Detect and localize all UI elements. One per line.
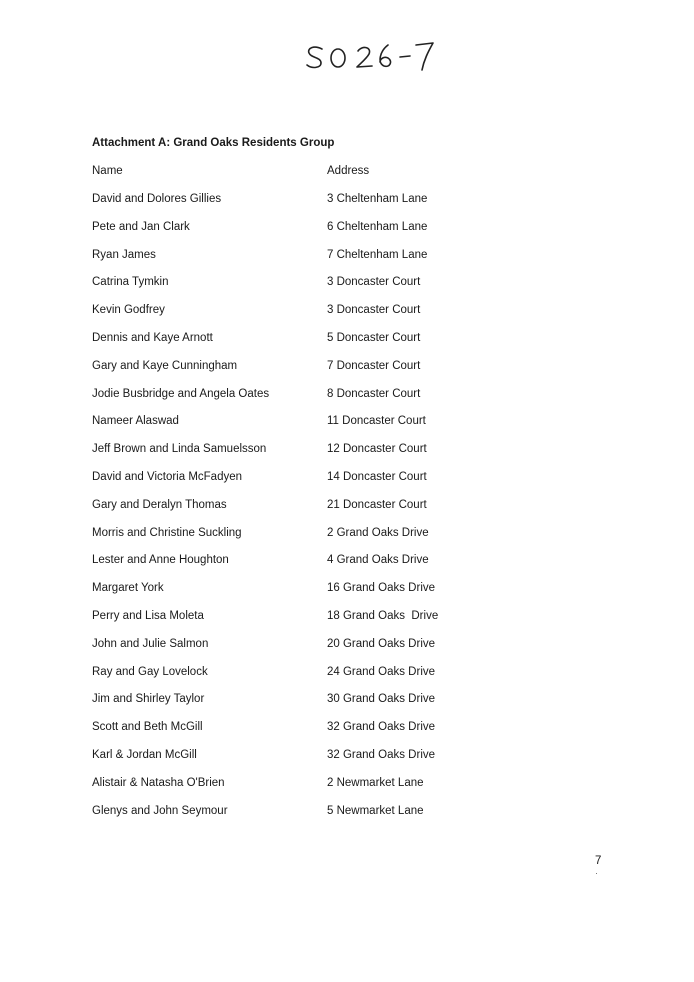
resident-name: Ryan James <box>92 248 156 261</box>
resident-name: Scott and Beth McGill <box>92 721 203 734</box>
resident-address: 3 Cheltenham Lane <box>327 193 428 205</box>
resident-address: 2 Grand Oaks Drive <box>327 526 429 539</box>
resident-name: Dennis and Kaye Arnott <box>92 331 213 344</box>
table-row <box>92 276 552 304</box>
page-number: 7 <box>595 855 602 867</box>
resident-name: Ray and Gay Lovelock <box>92 665 208 678</box>
scan-speck <box>596 873 597 874</box>
column-header-address: Address <box>327 165 370 177</box>
resident-address: 12 Doncaster Court <box>327 443 427 456</box>
resident-address: 2 Newmarket Lane <box>327 776 424 789</box>
resident-name: John and Julie Salmon <box>92 637 209 650</box>
table-row <box>92 693 552 721</box>
resident-address: 18 Grand Oaks Drive <box>327 609 439 622</box>
resident-name: Margaret York <box>92 582 164 595</box>
resident-name: Perry and Lisa Moleta <box>92 609 204 622</box>
resident-name: Kevin Godfrey <box>92 304 165 317</box>
resident-name: Catrina Tymkin <box>92 276 169 289</box>
table-row <box>92 304 552 332</box>
resident-name: Glenys and John Seymour <box>92 804 228 817</box>
resident-address: 32 Grand Oaks Drive <box>327 748 436 761</box>
resident-name: Jeff Brown and Linda Samuelsson <box>92 443 267 456</box>
resident-name: Jim and Shirley Taylor <box>92 693 205 706</box>
resident-address: 30 Grand Oaks Drive <box>327 693 436 706</box>
resident-name: Nameer Alaswad <box>92 415 179 428</box>
resident-name: Jodie Busbridge and Angela Oates <box>92 387 270 400</box>
resident-name: David and Dolores Gillies <box>92 193 222 205</box>
table-row <box>92 193 552 221</box>
document-title: Attachment A: Grand Oaks Residents Group <box>92 137 335 149</box>
resident-address: 8 Doncaster Court <box>327 387 421 400</box>
table-row <box>92 499 552 527</box>
table-row <box>92 749 552 777</box>
resident-name: Karl & Jordan McGill <box>92 748 197 761</box>
resident-address: 3 Doncaster Court <box>327 304 421 317</box>
resident-address: 7 Doncaster Court <box>327 359 421 372</box>
table-row <box>92 638 552 666</box>
resident-name: Alistair & Natasha O'Brien <box>92 776 225 789</box>
table-row <box>92 805 552 833</box>
table-row <box>92 415 552 443</box>
resident-name: Gary and Deralyn Thomas <box>92 498 227 511</box>
resident-address: 7 Cheltenham Lane <box>327 248 428 261</box>
resident-address: 5 Newmarket Lane <box>327 804 424 817</box>
resident-address: 5 Doncaster Court <box>327 331 421 344</box>
resident-address: 24 Grand Oaks Drive <box>327 665 436 678</box>
table-row <box>92 471 552 499</box>
resident-name: David and Victoria McFadyen <box>92 470 242 483</box>
table-row <box>92 582 552 610</box>
table-row <box>92 443 552 471</box>
table-row <box>92 527 552 555</box>
resident-address: 14 Doncaster Court <box>327 470 427 483</box>
resident-address: 6 Cheltenham Lane <box>327 220 428 233</box>
resident-name: Lester and Anne Houghton <box>92 554 229 567</box>
resident-name: Gary and Kaye Cunningham <box>92 359 238 372</box>
table-row <box>92 249 552 277</box>
resident-name: Morris and Christine Suckling <box>92 526 242 539</box>
resident-address: 20 Grand Oaks Drive <box>327 637 436 650</box>
table-row <box>92 388 552 416</box>
handwritten-reference-note <box>300 36 450 80</box>
resident-address: 3 Doncaster Court <box>327 276 421 289</box>
resident-address: 32 Grand Oaks Drive <box>327 721 436 734</box>
resident-address: 16 Grand Oaks Drive <box>327 582 436 595</box>
table-row <box>92 777 552 805</box>
resident-address: 21 Doncaster Court <box>327 498 427 511</box>
column-header-name: Name <box>92 165 123 177</box>
handwritten-so-26-7-graphic <box>300 36 450 80</box>
table-row <box>92 360 552 388</box>
table-row <box>92 332 552 360</box>
table-row <box>92 221 552 249</box>
resident-address: 4 Grand Oaks Drive <box>327 554 429 567</box>
resident-address: 11 Doncaster Court <box>327 415 426 428</box>
table-row <box>92 554 552 582</box>
table-row <box>92 610 552 638</box>
table-row <box>92 721 552 749</box>
table-row <box>92 666 552 694</box>
resident-name: Pete and Jan Clark <box>92 220 190 233</box>
residents-list <box>92 193 552 832</box>
